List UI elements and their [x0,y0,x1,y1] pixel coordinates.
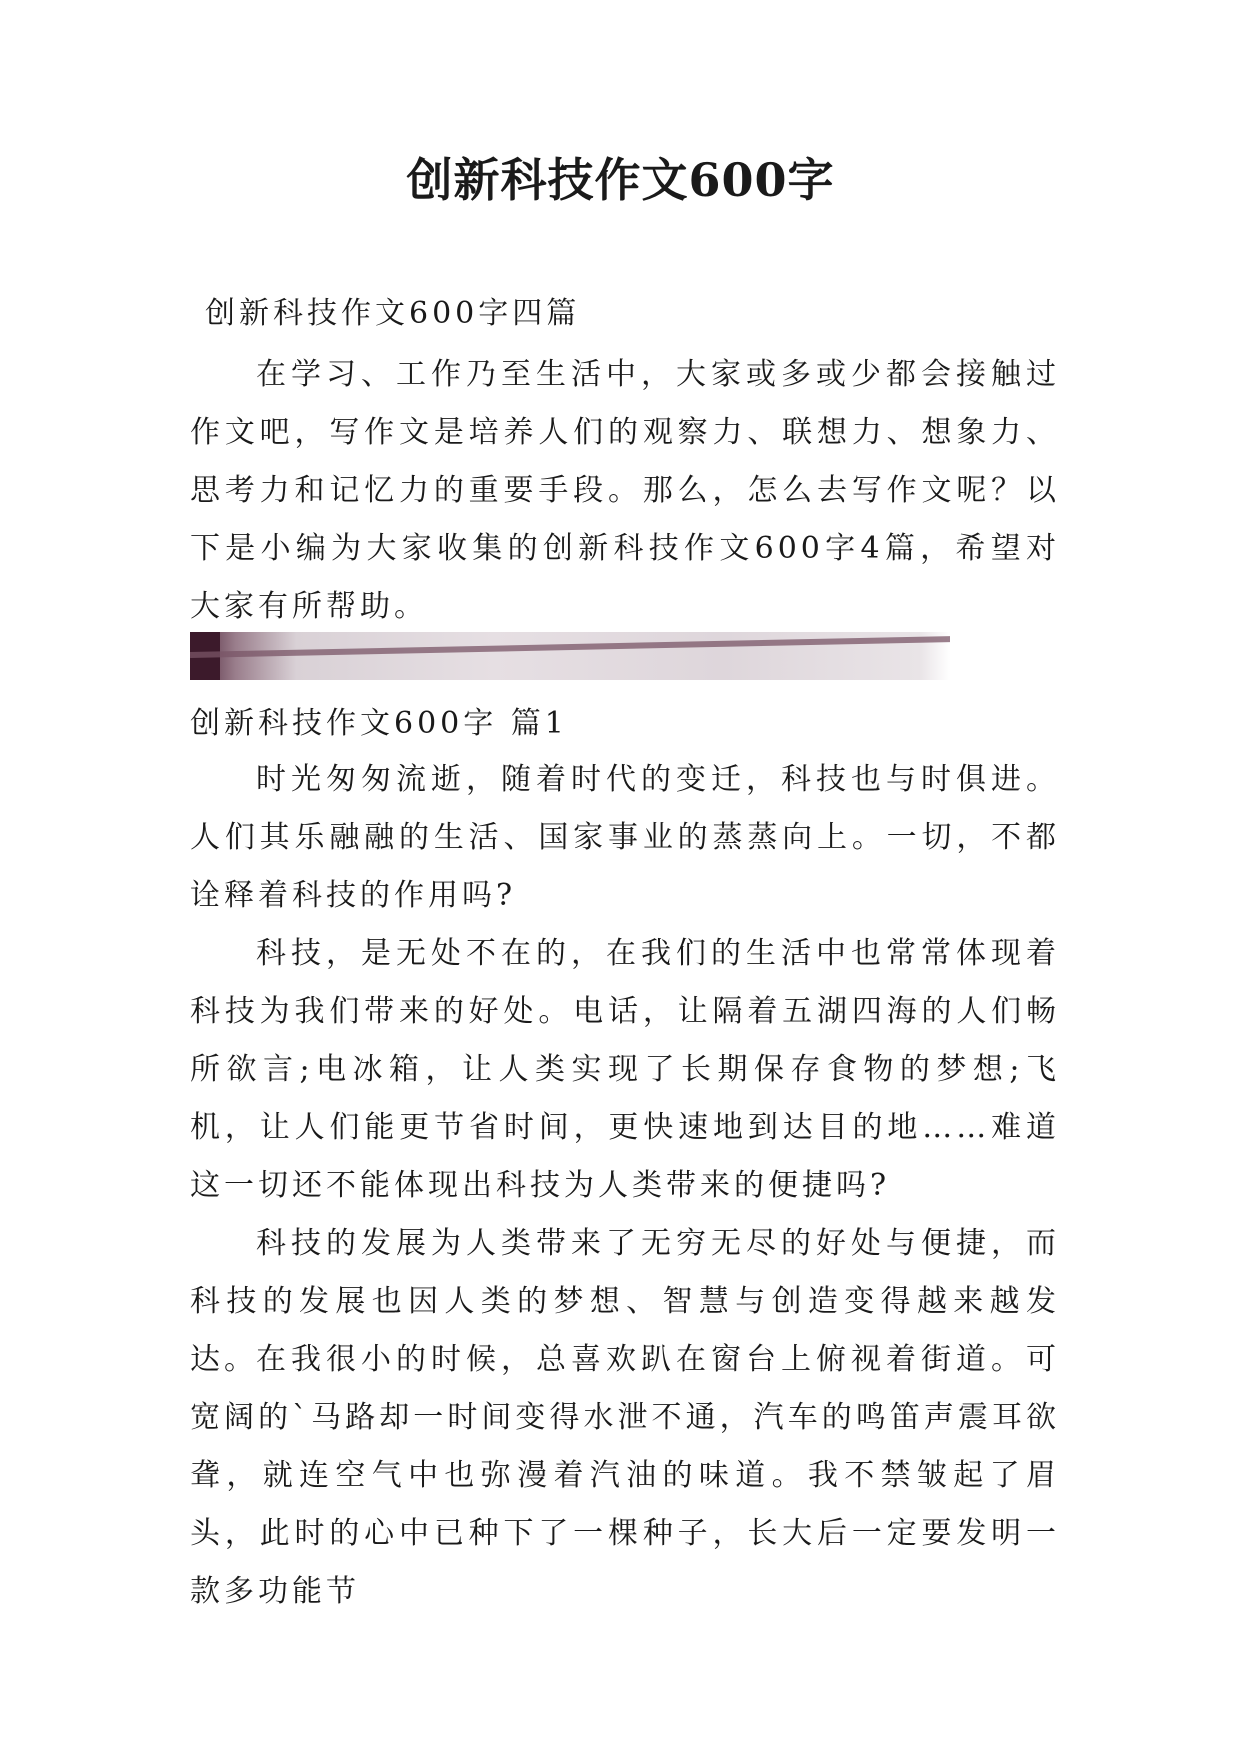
document-subtitle: 创新科技作文600字四篇 [205,296,581,331]
body-paragraph-2: 科技，是无处不在的，在我们的生活中也常常体现着科技为我们带来的好处。电话，让隔着五湖四海的人们畅所欲言;电冰箱，让人类实现了长期保存食物的梦想;飞机，让人们能更节省时间，更快速地到达目的地……难道这一切还不能体现出科技为人类带来的便捷吗? [190,936,1060,1203]
intro-paragraph: 在学习、工作乃至生活中，大家或多或少都会接触过作文吧，写作文是培养人们的观察力、联想力、想象力、思考力和记忆力的重要手段。那么，怎么去写作文呢？以下是小编为大家收集的创新科技作文600字4篇，希望对大家有所帮助。 [190,357,1060,624]
banner-image [190,632,950,680]
banner-stripe [190,636,950,658]
section-heading: 创新科技作文600字 篇1 [190,706,568,741]
page-title: 创新科技作文600字 [406,153,835,207]
body-paragraph-1: 时光匆匆流逝，随着时代的变迁，科技也与时俱进。人们其乐融融的生活、国家事业的蒸蒸向上。一切，不都诠释着科技的作用吗? [190,762,1060,913]
body-paragraph-3: 科技的发展为人类带来了无穷无尽的好处与便捷，而科技的发展也因人类的梦想、智慧与创造变得越来越发达。 [190,1226,1060,1377]
body-paragraph-4: 在我很小的时候，总喜欢趴在窗台上俯视着街道。可宽阔的`马路却一时间变得水泄不通，汽车的鸣笛声震耳欲聋，就连空气中也弥漫着汽油的味道。我不禁皱起了眉头，此时的心中已种下了一棵种子，长大后一定要发明一款多功能节 [190,1342,1060,1609]
